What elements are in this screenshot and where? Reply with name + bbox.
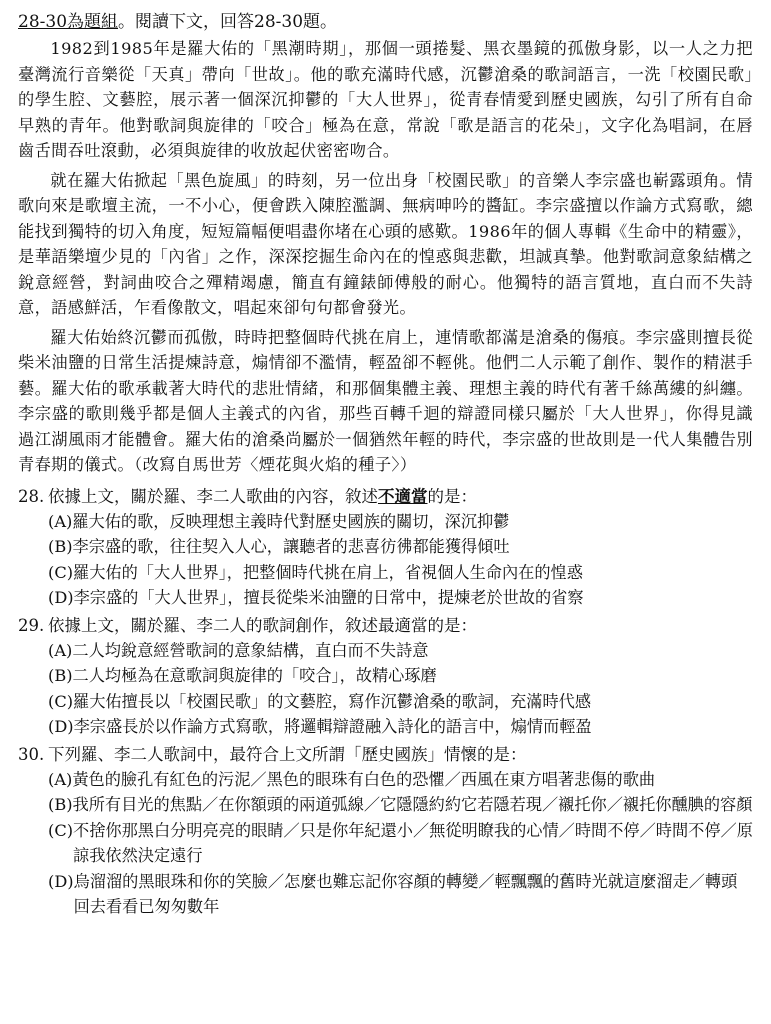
option-list xyxy=(18,767,753,920)
option-d[interactable] xyxy=(48,714,753,740)
option-a[interactable] xyxy=(48,638,753,664)
question-28 xyxy=(18,484,753,611)
option-text: 李宗盛的「大人世界」，擅長從柴米油鹽的日常中，提煉老於世故的省察 xyxy=(73,588,584,607)
option-c[interactable] xyxy=(48,560,753,586)
option-b[interactable] xyxy=(48,534,753,560)
option-label: (D) xyxy=(48,588,74,607)
passage-paragraph-3: 羅大佑始終沉鬱而孤傲，時時把整個時代挑在肩上，連情歌都滿是滄桑的傷痕。李宗盛則擅長從柴米油鹽的日常生活提煉詩意，煽情卻不濫情，輕盈卻不輕佻。他們二人示範了創作、製作的精湛手藝。羅大佑的歌承載著大時代的悲壯情緒，和那個集體主義、理想主義的時代有著千絲萬縷的糾纏。李宗盛的歌則幾乎都是個人主義式的內省，那些百轉千迴的辯證同樣只屬於「大人世界」，你得見識過江湖風雨才能體會。羅大佑的滄桑尚屬於一個猶然年輕的時代，李宗盛的世故則是一代人集體告別青春期的儀式。（改寫自馬世芳〈煙花與火焰的種子〉） xyxy=(18,327,753,474)
option-label: (B) xyxy=(48,795,73,814)
option-text: 不捨你那黑白分明亮亮的眼睛／只是你年紀還小／無從明瞭我的心情／時間不停／時間不停／原諒我依然決定遠行 xyxy=(73,820,753,865)
question-group-label: 28-30為題組 xyxy=(18,12,119,32)
option-b[interactable] xyxy=(48,792,753,818)
option-text: 烏溜溜的黑眼珠和你的笑臉／怎麼也難忘記你容顏的轉變／輕飄飄的舊時光就這麼溜走／轉頭回去看看已匆匆數年 xyxy=(73,871,738,916)
option-b[interactable] xyxy=(48,663,753,689)
option-text: 二人均極為在意歌詞與旋律的「咬合」，故精心琢磨 xyxy=(72,666,437,685)
option-list xyxy=(18,638,753,740)
question-group-header xyxy=(18,10,753,34)
option-text: 羅大佑的「大人世界」，把整個時代挑在肩上，省視個人生命內在的惶惑 xyxy=(73,562,583,582)
option-text: 羅大佑擅長以「校園民歌」的文藝腔，寫作沉鬱滄桑的歌詞，充滿時代感 xyxy=(73,691,592,711)
option-label: (A) xyxy=(48,640,73,660)
option-c[interactable] xyxy=(48,689,753,715)
passage-paragraph-2: 就在羅大佑掀起「黑色旋風」的時刻，另一位出身「校園民歌」的音樂人李宗盛也嶄露頭角。情歌向來是歌壇主流，一不小心，便會跌入陳腔濫調、無病呻吟的醬缸。李宗盛擅以作論方式寫歌，總能找到獨特的切入角度，短短篇幅便唱盡你堵在心頭的感歎。1986年的個人專輯《生命中的精靈》，是華語樂壇少見的「內省」之作，深深挖掘生命內在的惶惑與悲歡，坦誠真摯。他對歌詞意象結構之銳意經營，對詞曲咬合之殫精竭慮，簡直有鐘錶師傅般的耐心。他獨特的語言質地，直白而不失詩意，語感鮮活，乍看像散文，唱起來卻句句都會發光。 xyxy=(18,170,753,317)
option-text: 二人均銳意經營歌詞的意象結構，直白而不失詩意 xyxy=(72,640,429,660)
question-number: 29. xyxy=(18,615,45,635)
option-text: 李宗盛的歌，往往契入人心，讓聽者的悲喜彷彿都能獲得傾吐 xyxy=(72,537,510,556)
option-d[interactable] xyxy=(48,869,753,920)
passage-paragraph-1: 1982到1985年是羅大佑的「黑潮時期」，那個一頭捲髮、黑衣墨鏡的孤傲身影，以一人之力把臺灣流行音樂從「天真」帶向「世故」。他的歌充滿時代感，沉鬱滄桑的歌詞語言，一洗「校園民歌」的學生腔、文藝腔，展示著一個深沉抑鬱的「大人世界」，從青春情愛到歷史國族，勾引了所有自命早熟的青年。他對歌詞與旋律的「咬合」極為在意，常說「歌是語言的花朵」，文字化為唱詞，在唇齒舌間吞吐滾動，必須與旋律的收放起伏密密吻合。 xyxy=(18,39,753,160)
question-list xyxy=(18,484,753,920)
option-text: 我所有目光的焦點／在你額頭的兩道弧線／它隱隱約約它若隱若現／襯托你／襯托你醺腆的容顏 xyxy=(72,795,753,814)
option-label: (D) xyxy=(48,717,74,736)
option-text: 羅大佑的歌，反映理想主義時代對歷史國族的關切，深沉抑鬱 xyxy=(72,511,510,531)
option-c[interactable] xyxy=(48,818,753,869)
option-label: (A) xyxy=(48,769,73,789)
reading-instruction: 。閱讀下文，回答28-30題。 xyxy=(118,12,338,32)
option-label: (A) xyxy=(48,511,73,531)
option-label: (C) xyxy=(48,562,74,582)
option-text: 李宗盛長於以作論方式寫歌，將邏輯辯證融入詩化的語言中，煽情而輕盈 xyxy=(73,717,592,736)
option-a[interactable] xyxy=(48,767,753,793)
reading-passage xyxy=(18,36,753,478)
question-stem xyxy=(18,742,753,767)
option-label: (C) xyxy=(48,691,74,711)
question-29 xyxy=(18,613,753,740)
question-number: 28. xyxy=(18,486,45,506)
option-d[interactable] xyxy=(48,585,753,611)
question-30 xyxy=(18,742,753,920)
option-label: (C) xyxy=(48,820,74,840)
question-number: 30. xyxy=(18,744,45,764)
option-a[interactable] xyxy=(48,509,753,535)
option-label: (D) xyxy=(48,871,74,891)
question-stem xyxy=(18,613,753,638)
option-label: (B) xyxy=(48,537,73,556)
option-text: 黃色的臉孔有紅色的污泥／黑色的眼珠有白色的恐懼／西風在東方唱著悲傷的歌曲 xyxy=(72,769,656,789)
stem-text: 下列羅、李二人歌詞中，最符合上文所謂「歷史國族」情懷的是： xyxy=(48,744,527,764)
stem-text: 依據上文，關於羅、李二人的歌詞創作，敘述最適當的是： xyxy=(48,615,477,635)
option-list xyxy=(18,509,753,611)
stem-emphasis: 不適當 xyxy=(378,486,428,506)
option-label: (B) xyxy=(48,666,73,685)
stem-text: 依據上文，關於羅、李二人歌曲的內容，敘述 xyxy=(48,486,378,506)
question-stem xyxy=(18,484,753,509)
stem-text-after: 的是： xyxy=(427,486,477,506)
